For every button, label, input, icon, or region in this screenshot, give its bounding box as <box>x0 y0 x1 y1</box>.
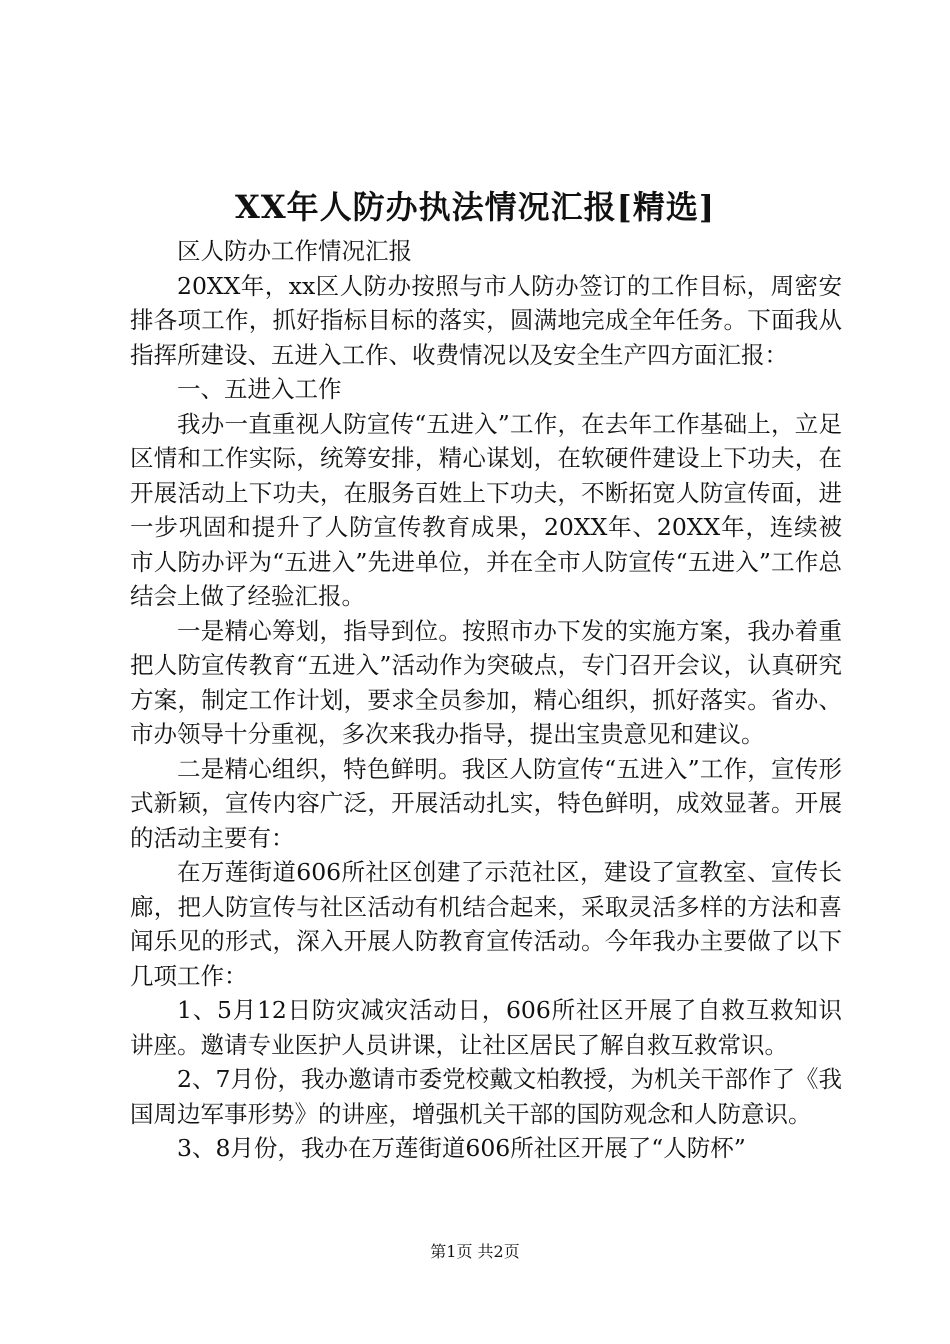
list-item-paragraph: 3、8月份，我办在万莲街道606所社区开展了“人防杯” <box>177 1134 746 1162</box>
body-paragraph: 一是精心筹划，指导到位。按照市办下发的实施方案，我办着重把人防宣传教育“五进入”活动作为突破点，专门召开会议，认真研究方案，制定工作计划，要求全员参加，精心组织，抓好落实。省办、市办领导十分重视，多次来我办指导，提出宝贵意见和建议。 <box>130 616 842 748</box>
document-title: XX年人防办执法情况汇报[精选] <box>235 188 715 226</box>
list-item-paragraph: 1、5月12日防灾减灾活动日，606所社区开展了自救互救知识讲座。邀请专业医护人员讲课，让社区居民了解自救互救常识。 <box>130 996 842 1059</box>
page-footer: 第1页 共2页 <box>430 1242 520 1261</box>
body-paragraph: 我办一直重视人防宣传“五进入”工作，在去年工作基础上，立足区情和工作实际，统筹安排，精心谋划，在软硬件建设上下功夫，在开展活动上下功夫，在服务百姓上下功夫，不断拓宽人防宣传面，进一步巩固和提升了人防宣传教育成果，20XX年、20XX年，连续被市人防办评为“五进入”先进单位，并在全市人防宣传“五进入”工作总结会上做了经验汇报。 <box>130 409 842 610</box>
body-paragraph: 在万莲街道606所社区创建了示范社区，建设了宣教室、宣传长廊，把人防宣传与社区活动有机结合起来，采取灵活多样的方法和喜闻乐见的形式，深入开展人防教育宣传活动。今年我办主要做了以下几项工作： <box>130 858 842 990</box>
document-body <box>130 234 842 1166</box>
body-paragraph-subtitle: 区人防办工作情况汇报 <box>177 237 412 265</box>
body-paragraph-intro: 20XX年，xx区人防办按照与市人防办签订的工作目标，周密安排各项工作，抓好指标目标的落实，圆满地完成全年任务。下面我从指挥所建设、五进入工作、收费情况以及安全生产四方面汇报： <box>130 271 842 369</box>
list-item-paragraph: 2、7月份，我办邀请市委党校戴文柏教授，为机关干部作了《我国周边军事形势》的讲座，增强机关干部的国防观念和人防意识。 <box>130 1065 842 1128</box>
section-heading-five-entries: 一、五进入工作 <box>177 375 342 403</box>
body-paragraph: 二是精心组织，特色鲜明。我区人防宣传“五进入”工作，宣传形式新颖，宣传内容广泛，开展活动扎实，特色鲜明，成效显著。开展的活动主要有： <box>130 754 842 852</box>
